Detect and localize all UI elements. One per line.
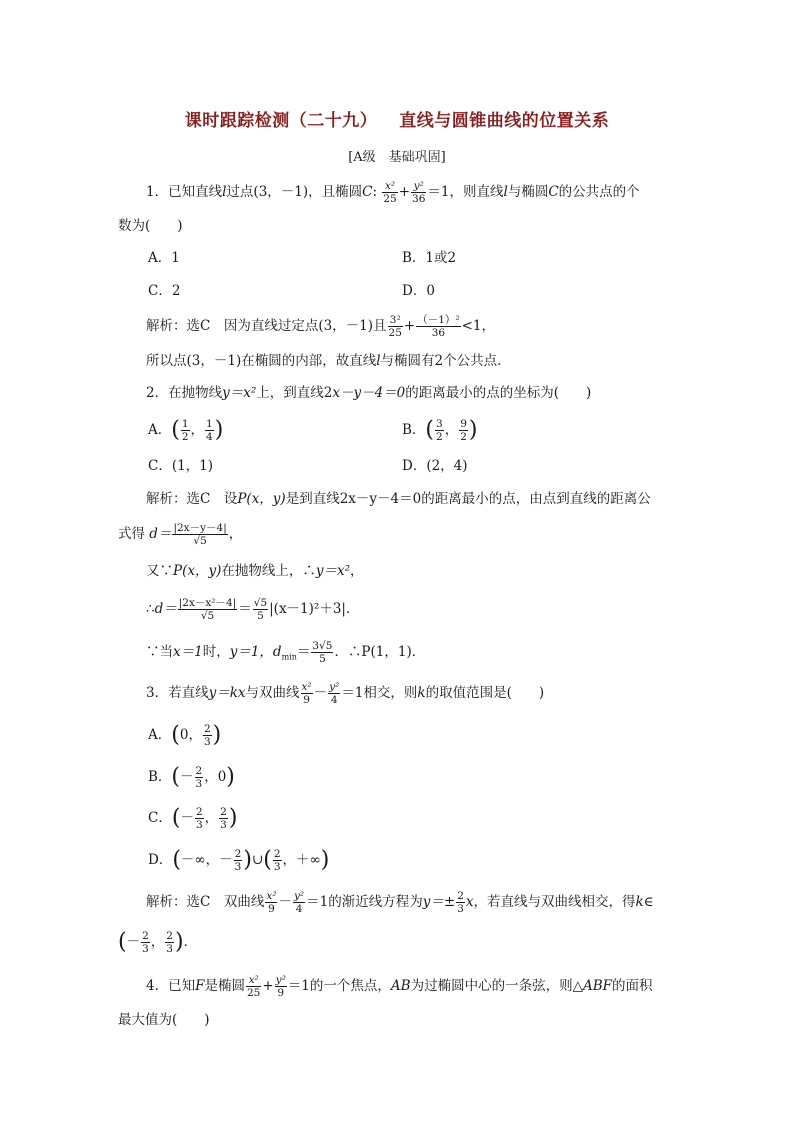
q3-option-a: A．(0， $\frac{2}{3}$ ) <box>148 722 222 748</box>
q1-solution-line1: 解析：选C 因为直线过定点(3，－1)且 $\frac{\text{3²}}{25}$ + $\frac{\text{（－1）²}}{36}$ <1， <box>146 314 496 339</box>
fraction: $\frac{2}{3}$ <box>142 930 149 955</box>
q4-stem-line1: 4．已知F是椭圆 $\frac{\text{x²}}{25}$ + $\frac{\text{y²}}{9}$ ＝1的一个焦点，AB为过椭圆中心的一条弦，则△ABF的面积 <box>146 974 653 999</box>
fraction: $\frac{\text{y²}}{9}$ <box>275 974 286 999</box>
fraction: $\frac{\text{y²}}{4}$ <box>293 890 305 915</box>
q3-stem: 3．若直线y＝kx与双曲线 $\frac{\text{x²}}{9}$ － $\frac{\text{y²}}{4}$ ＝1相交，则k的取值范围是( ) <box>146 681 545 706</box>
q1-stem-line1: 1．已知直线l过点(3，－1)，且椭圆C: $\frac{\text{x²}}{25}$ + $\frac{\text{y²}}{36}$ ＝1，则直线l与椭圆C的公共点的个 <box>146 180 640 205</box>
fraction: $\frac{\text{|2x－x²－4|}}{√5}$ <box>178 597 237 622</box>
fraction: $\frac{\text{x²}}{25}$ <box>246 974 261 999</box>
q2-option-a: A．( $\frac{1}{2}$ ， $\frac{1}{4}$ ) <box>148 417 224 443</box>
q2-solution-line3: 又∵P(x，y)在抛物线上，∴y＝x²， <box>146 563 364 579</box>
q2-solution-line4: ∴d＝ $\frac{\text{|2x－x²－4|}}{√5}$ ＝ $\frac{√5}{5}$ |(x－1)²＋3|． <box>146 597 360 622</box>
q3-option-c: C．(－ $\frac{2}{3}$ ， $\frac{2}{3}$ ) <box>148 805 238 831</box>
fraction: $\frac{\text{y²}}{4}$ <box>329 681 340 706</box>
fraction: $\frac{\text{x²}}{25}$ <box>383 180 397 205</box>
q3-solution-line2: (－ $\frac{2}{3}$ ， $\frac{2}{3}$ )． <box>118 929 198 955</box>
q3-option-b: B．(－ $\frac{2}{3}$ ，0) <box>148 764 235 790</box>
title-right: 直线与圆锥曲线的位置关系 <box>399 111 610 131</box>
q2-option-b: B．( $\frac{3}{2}$ ， $\frac{9}{2}$ ) <box>402 417 478 443</box>
fraction: $\frac{\text{x²}}{9}$ <box>301 681 312 706</box>
fraction: $\frac{2}{3}$ <box>195 806 203 831</box>
fraction: $\frac{\text{（－1）²}}{36}$ <box>417 314 460 339</box>
fraction: $\frac{9}{2}$ <box>460 418 467 443</box>
fraction: $\frac{\text{3²}}{25}$ <box>388 314 402 339</box>
fraction: $\frac{3}{2}$ <box>436 418 443 443</box>
fraction: $\frac{2}{3}$ <box>234 848 242 873</box>
q4-stem-line2: 最大值为( ) <box>118 1012 210 1028</box>
fraction: $\frac{2}{3}$ <box>220 806 227 831</box>
q1-option-d: D．0 <box>402 283 435 299</box>
q1-solution-line2: 所以点(3，－1)在椭圆的内部，故直线l与椭圆有2个公共点． <box>146 353 511 369</box>
q1-stem-line2: 数为( ) <box>118 218 183 234</box>
page-title <box>0 106 794 131</box>
q1-option-c: C．2 <box>148 283 181 299</box>
q1-option-b: B．1或2 <box>402 250 457 266</box>
fraction: $\frac{2}{3}$ <box>457 890 464 915</box>
fraction: $\frac{1}{4}$ <box>206 418 213 443</box>
q3-option-d: D．(－∞，－ $\frac{2}{3}$ )∪( $\frac{2}{3}$ ，＋∞) <box>148 847 330 873</box>
q2-solution-line1: 解析：选C 设P(x，y)是到直线2x－y－4＝0的距离最小的点，由点到直线的距离公 <box>146 491 651 507</box>
level-heading: [A级 基础巩固] <box>348 150 446 165</box>
fraction: $\frac{2}{3}$ <box>166 930 173 955</box>
q2-stem: 2．在抛物线y＝x²上，到直线2x－y－4＝0的距离最小的点的坐标为( ) <box>146 385 592 401</box>
fraction: $\frac{√5}{5}$ <box>253 597 268 622</box>
q3-solution-line1: 解析：选C 双曲线 $\frac{\text{x²}}{9}$ － $\frac{\text{y²}}{4}$ ＝1的渐近线方程为y＝± $\frac{2}{3}$ x，若直线与双曲线相交，得k∈ <box>146 890 654 915</box>
fraction: $\frac{2}{3}$ <box>273 848 281 873</box>
q2-solution-line2: 式得 d＝ $\frac{|2x-y-4|}{√5}$ ， <box>118 522 243 547</box>
q2-option-c: C．(1，1) <box>148 458 214 474</box>
fraction: $\frac{3√5}{5}$ <box>312 640 333 665</box>
q2-option-d: D．(2，4) <box>402 458 468 474</box>
q2-solution-line5: ∵当x＝1时，y＝1，$d_{min}=$ $\frac{3√5}{5}$ ．∴P(1，1)． <box>146 640 426 665</box>
fraction: $\frac{1}{2}$ <box>181 418 189 443</box>
q1-option-a: A．1 <box>148 250 180 266</box>
fraction: $\frac{2}{3}$ <box>203 723 211 748</box>
fraction: $\frac{|2x-y-4|}{√5}$ <box>173 522 227 547</box>
title-left: 课时跟踪检测（二十九） <box>184 111 378 131</box>
fraction: $\frac{\text{y²}}{36}$ <box>412 180 426 205</box>
fraction: $\frac{\text{x²}}{9}$ <box>266 890 277 915</box>
fraction: $\frac{2}{3}$ <box>195 765 203 790</box>
